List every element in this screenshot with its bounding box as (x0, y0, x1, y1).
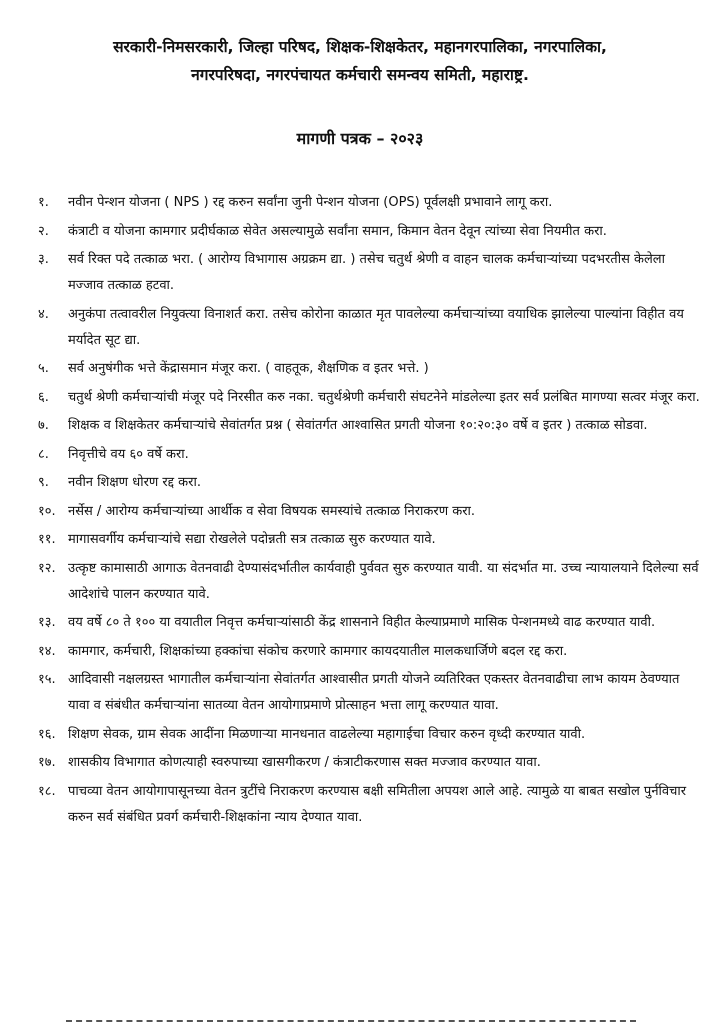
demand-item (38, 639, 702, 665)
demand-item (38, 610, 702, 636)
demand-item (38, 779, 702, 831)
demand-text: कामगार, कर्मचारी, शिक्षकांच्या हक्कांचा संकोच करणारे कामगार कायदयातील मालकधार्जिणे बदल रद्द करा. (68, 643, 568, 659)
demand-item (38, 667, 702, 719)
demand-text: शिक्षक व शिक्षकेतर कर्मचाऱ्यांचे सेवांतर्गत प्रश्न ( सेवांतर्गत आश्वासित प्रगती योजना १०:२०:३० वर्षे व इतर ) तत्काळ सोडवा. (68, 418, 648, 433)
demand-number: ८. (38, 446, 49, 462)
demand-text: नवीन पेन्शन योजना ( NPS ) रद्द करुन सर्वांना जुनी पेन्शन योजना (OPS) पूर्वलक्षी प्रभावाने लागू करा. (68, 195, 553, 210)
demand-text: चतुर्थ श्रेणी कर्मचाऱ्यांची मंजूर पदे निरसीत करु नका. चतुर्थश्रेणी कर्मचारी संघटनेने मांडलेल्या इतर सर्व प्रलंबित मागण्या सत्वर मंजूर करा. (68, 389, 700, 405)
demand-number: १४. (38, 643, 56, 659)
demand-number: १. (38, 195, 49, 210)
demand-item (38, 527, 702, 553)
demand-number: १२. (38, 560, 56, 576)
demand-item (38, 722, 702, 748)
demand-item (38, 190, 702, 216)
demand-number: १०. (38, 503, 56, 519)
demand-number: २. (38, 223, 49, 239)
demand-text: आदिवासी नक्षलग्रस्त भागातील कर्मचाऱ्यांना सेवांतर्गत आश्वासीत प्रगती योजने व्यतिरिक्त एकस्तर वेतनवाढीचा लाभ कायम ठेवण्यात यावा व संबंधीत कर्मचाऱ्यांना सातव्या वेतन आयोगाप्रमाणे प्रोत्साहन भत्ता लागू करण्यात यावा. (68, 672, 680, 713)
demand-item (38, 499, 702, 525)
demand-number: १३. (38, 615, 56, 630)
header-line-1: सरकारी-निमसरकारी, जिल्हा परिषद, शिक्षक-शिक्षकेतर, महानगरपालिका, नगरपालिका, (113, 38, 607, 56)
demand-text: अनुकंपा तत्वावरील नियुक्त्या विनाशर्त करा. तसेच कोरोना काळात मृत पावलेल्या कर्मचाऱ्यांच्या वयाधिक झालेल्या पाल्यांना विहीत वय मर्यादेत सूट द्या. (68, 306, 684, 348)
demand-text: सर्व रिक्त पदे तत्काळ भरा. ( आरोग्य विभागास अग्रक्रम द्या. ) तसेच चतुर्थ श्रेणी व वाहन चालक कर्मचाऱ्यांच्या पदभरतीस केलेला मज्जाव तत्काळ हटवा. (68, 252, 665, 293)
demand-text: नर्सेस / आरोग्य कर्मचाऱ्यांच्या आर्थीक व सेवा विषयक समस्यांचे तत्काळ निराकरण करा. (68, 503, 476, 519)
demand-number: ४. (38, 306, 49, 322)
demand-number: ७. (38, 418, 49, 433)
demand-text: कंत्राटी व योजना कामगार प्रदीर्घकाळ सेवेत असल्यामुळे सर्वांना समान, किमान वेतन देवून त्यांच्या सेवा नियमीत करा. (68, 223, 607, 239)
demand-number: ६. (38, 389, 49, 405)
demand-item (38, 219, 702, 245)
demand-item (38, 442, 702, 468)
demand-text: सर्व अनुषंगीक भत्ते केंद्रासमान मंजूर करा. ( वाहतूक, शैक्षणिक व इतर भत्ते. ) (68, 361, 429, 376)
demand-number: १५. (38, 672, 56, 687)
demand-item (38, 385, 702, 411)
demand-item (38, 302, 702, 354)
demand-number: ११. (38, 532, 56, 547)
document-title: मागणी पत्रक – २०२३ (296, 129, 424, 148)
header-line-2: नगरपरिषदा, नगरपंचायत कर्मचारी समन्वय समिती, महाराष्ट्र. (191, 66, 529, 84)
demand-text: नवीन शिक्षण धोरण रद्द करा. (68, 475, 201, 490)
demand-text: शिक्षण सेवक, ग्राम सेवक आदींना मिळणाऱ्या मानधनात वाढलेल्या महागाईचा विचार करुन वृध्दी करण्यात यावी. (68, 726, 586, 742)
demand-number: ५. (38, 361, 49, 376)
demand-item (38, 556, 702, 608)
demand-text: पाचव्या वेतन आयोगापासूनच्या वेतन त्रुटींचे निराकरण करण्यास बक्षी समितीला अपयश आले आहे. त्यामुळे या बाबत सखोल पुर्नविचार करुन सर्व संबंधित प्रवर्ग कर्मचारी-शिक्षकांना न्याय देण्यात यावा. (68, 783, 687, 825)
demand-item (38, 356, 702, 382)
demand-number: १८. (38, 783, 56, 799)
demand-number: ९. (38, 475, 49, 490)
document-header (20, 33, 700, 89)
demand-number: १६. (38, 726, 56, 742)
demand-text: वय वर्षे ८० ते १०० या वयातील निवृत्त कर्मचाऱ्यांसाठी केंद्र शासनाने विहीत केल्याप्रमाणे मासिक पेन्शनमध्ये वाढ करण्यात यावी. (68, 615, 656, 630)
demand-number: ३. (38, 252, 49, 267)
demand-item (38, 413, 702, 439)
demand-text: निवृत्तीचे वय ६० वर्षे करा. (68, 446, 189, 462)
demand-item (38, 750, 702, 776)
demands-list (38, 190, 702, 833)
demand-text: उत्कृष्ट कामासाठी आगाऊ वेतनवाढी देण्यासंदर्भातील कार्यवाही पुर्ववत सुरु करण्यात यावी. या संदर्भात मा. उच्च न्यायालयाने दिलेल्या सर्व आदेशांचे पालन करण्यात यावे. (68, 560, 699, 602)
footer-dashed-divider (66, 1020, 636, 1022)
demand-number: १७. (38, 755, 56, 770)
demand-text: शासकीय विभागात कोणत्याही स्वरुपाच्या खासगीकरण / कंत्राटीकरणास सक्त मज्जाव करण्यात यावा. (68, 755, 541, 770)
demand-item (38, 247, 702, 299)
demand-item (38, 470, 702, 496)
demand-text: मागासवर्गीय कर्मचाऱ्यांचे सद्या रोखलेले पदोन्नती सत्र तत्काळ सुरु करण्यात यावे. (68, 532, 436, 547)
